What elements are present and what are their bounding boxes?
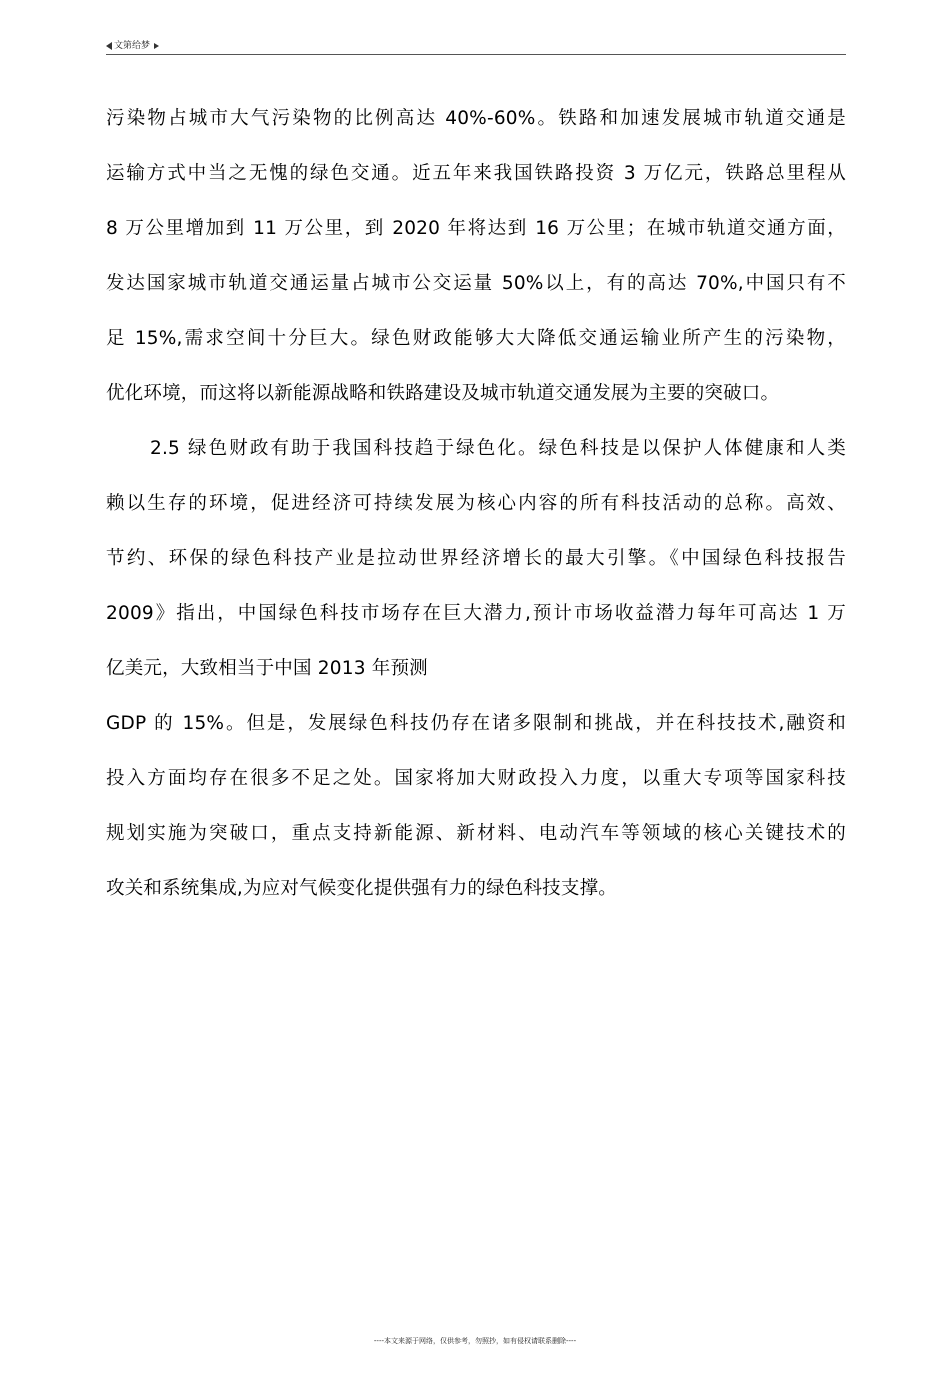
body-line: 足 15%,需求空间十分巨大。绿色财政能够大大降低交通运输业所产生的污染物， [106,328,846,349]
body-line: 规划实施为突破口，重点支持新能源、新材料、电动汽车等领域的核心关键技术的 [106,823,846,844]
body-line: 污染物占城市大气污染物的比例高达 40%-60%。铁路和加速发展城市轨道交通是 [106,108,846,129]
body-line: 亿美元，大致相当于中国 2013 年预测 [106,658,428,679]
header-logo-text: 文第给梦 [114,41,151,51]
header-logo [106,40,159,52]
page-footer: ----本文来源于网络，仅供参考，勿照抄，如有侵权请联系删除---- [373,1337,577,1345]
triangle-right-icon [154,43,159,49]
body-line: 赖以生存的环境，促进经济可持续发展为核心内容的所有科技活动的总称。高效、 [106,493,846,514]
body-line: 2009》指出，中国绿色科技市场存在巨大潜力,预计市场收益潜力每年可高达 1 万 [106,603,846,624]
body-line: 发达国家城市轨道交通运量占城市公交运量 50%以上，有的高达 70%,中国只有不 [106,273,846,294]
section-heading-line: 2.5 绿色财政有助于我国科技趋于绿色化。绿色科技是以保护人体健康和人类 [150,438,846,459]
page-header [106,38,846,55]
body-line: 优化环境，而这将以新能源战略和铁路建设及城市轨道交通发展为主要的突破口。 [106,383,780,404]
body-line: 8 万公里增加到 11 万公里，到 2020 年将达到 16 万公里；在城市轨道交通方面， [106,218,846,239]
body-line: 运输方式中当之无愧的绿色交通。近五年来我国铁路投资 3 万亿元，铁路总里程从 [106,163,846,184]
document-body [106,100,846,925]
body-line: 投入方面均存在很多不足之处。国家将加大财政投入力度，以重大专项等国家科技 [106,768,846,789]
body-line: 攻关和系统集成,为应对气候变化提供强有力的绿色科技支撑。 [106,878,617,899]
body-line: 节约、环保的绿色科技产业是拉动世界经济增长的最大引擎。《中国绿色科技报告 [106,548,846,569]
body-line: GDP 的 15%。但是，发展绿色科技仍存在诸多限制和挑战，并在科技技术,融资和 [106,713,846,734]
triangle-left-icon [106,42,112,50]
